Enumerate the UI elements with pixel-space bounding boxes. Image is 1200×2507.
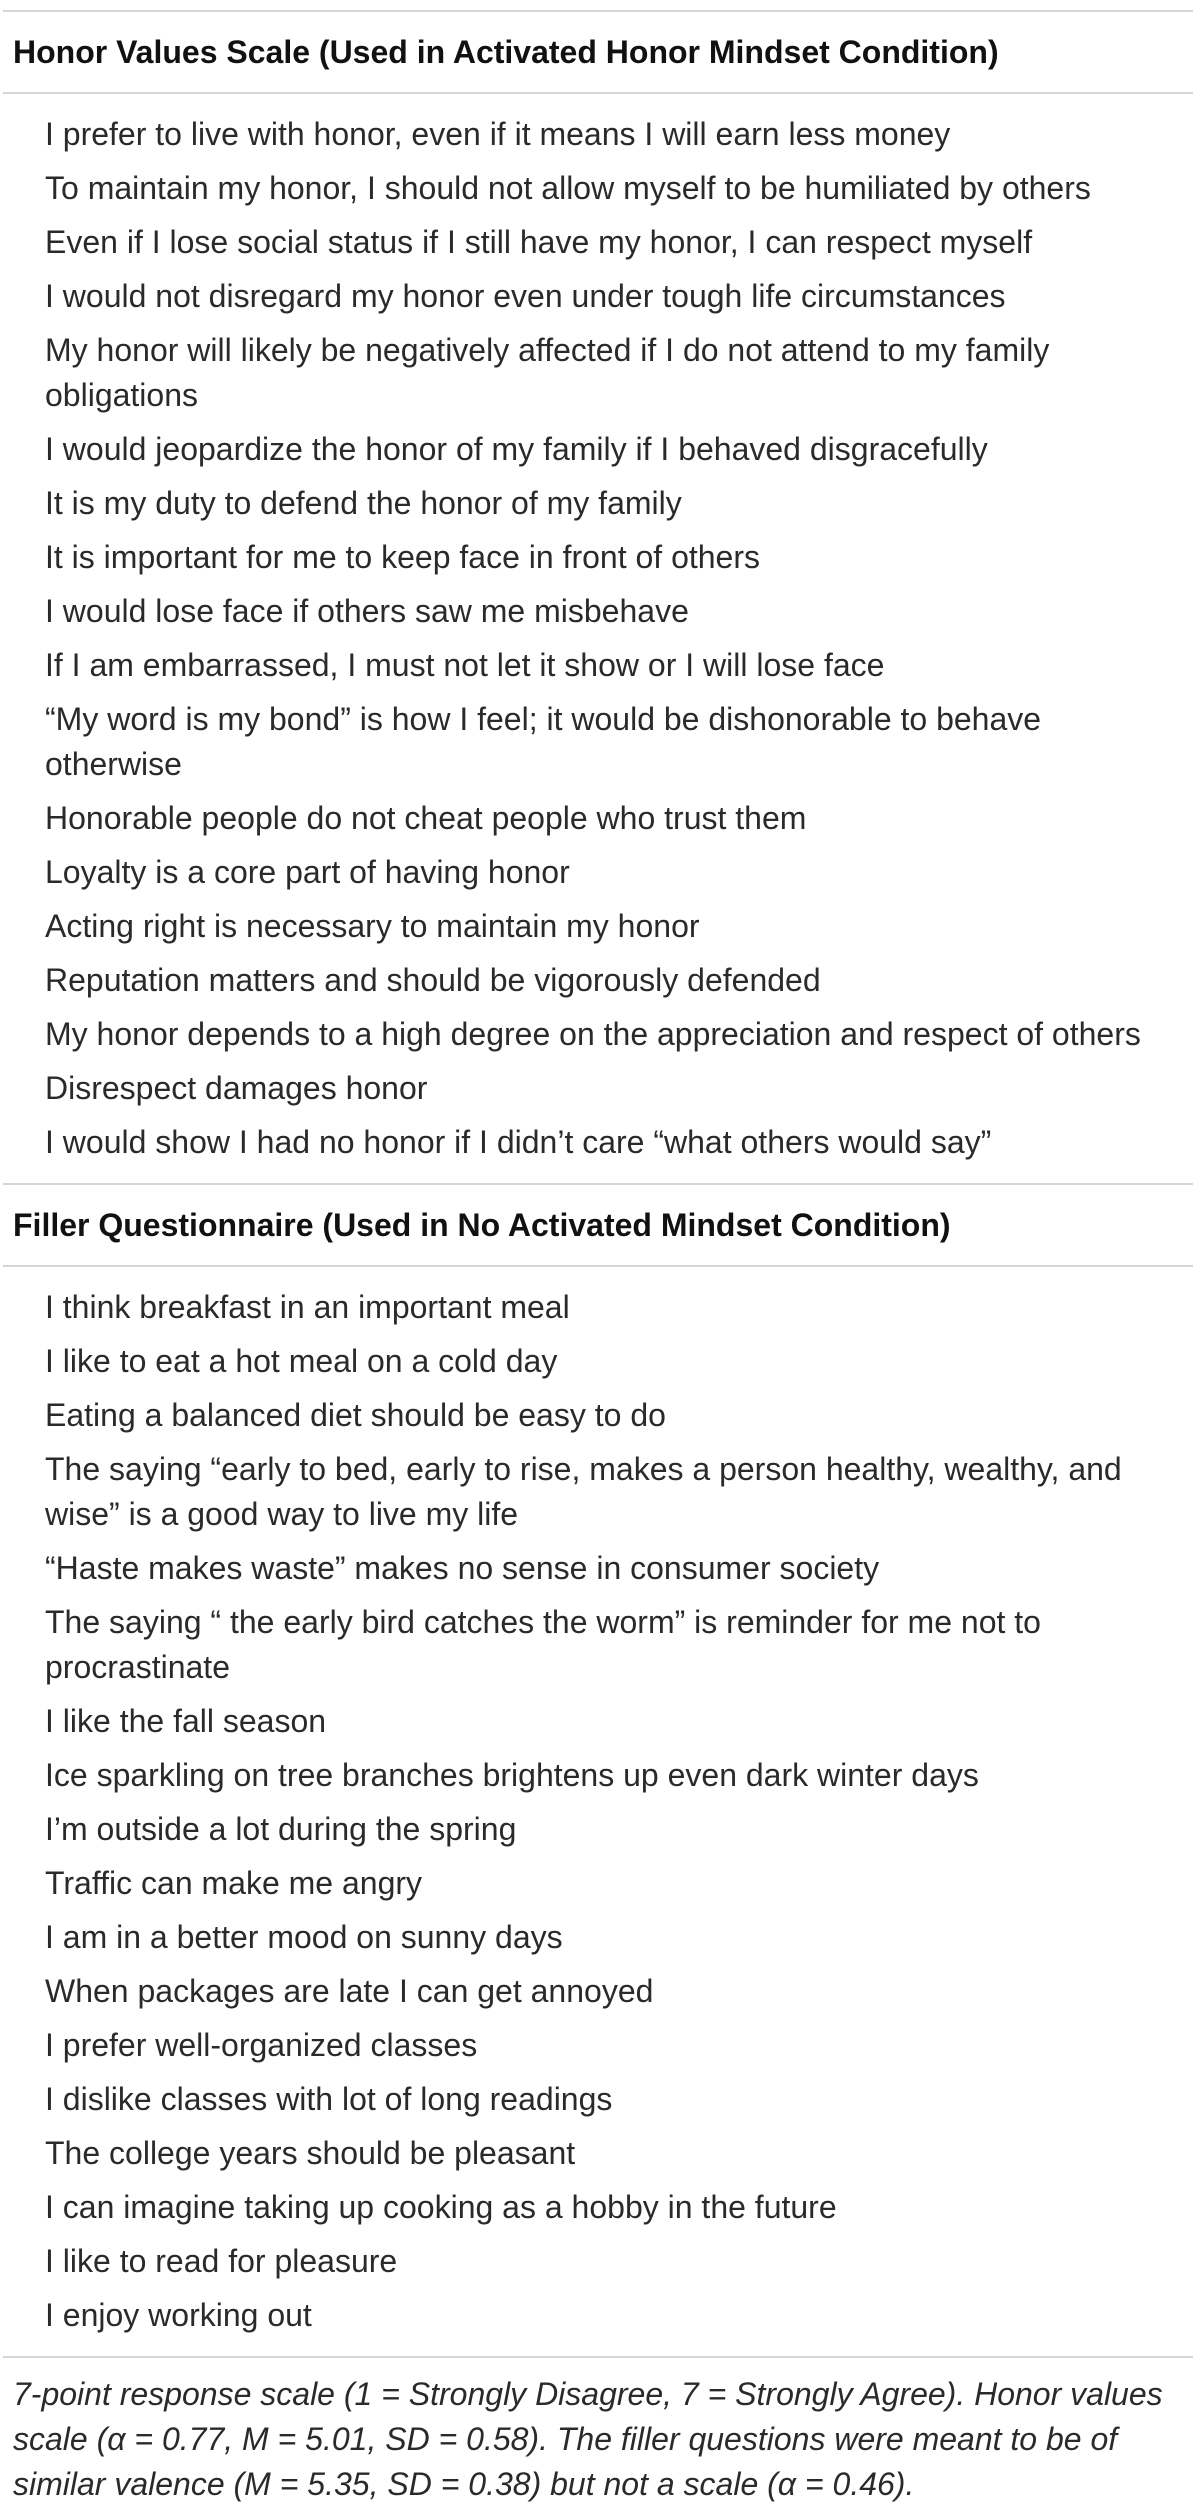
list-item: I would lose face if others saw me misbehave [45,593,689,629]
section-title-honor-values: Honor Values Scale (Used in Activated Honor Mindset Condition) [13,34,999,70]
list-item: I prefer to live with honor, even if it means I will earn less money [45,116,951,152]
section-divider [3,1265,1193,1267]
honor-values-section [0,36,1200,1165]
list-item: Traffic can make me angry [45,1865,423,1901]
list-item: It is important for me to keep face in front of others [45,539,760,575]
list-item: Even if I lose social status if I still have my honor, I can respect myself [45,224,1033,260]
list-item: I would show I had no honor if I didn’t care “what others would say” [45,1124,992,1160]
list-item: “Haste makes waste” makes no sense in consumer society [45,1550,880,1586]
list-item: I think breakfast in an important meal [45,1289,570,1325]
section-title-filler: Filler Questionnaire (Used in No Activated Mindset Condition) [13,1207,951,1243]
list-item: I’m outside a lot during the spring [45,1811,517,1847]
list-item: Honorable people do not cheat people who trust them [45,800,807,836]
list-item: Loyalty is a core part of having honor [45,854,570,890]
list-item: Eating a balanced diet should be easy to do [45,1397,666,1433]
list-item: “My word is my bond” is how I feel; it would be dishonorable to behave otherwise [45,701,1042,782]
list-item: I would not disregard my honor even under tough life circumstances [45,278,1006,314]
section-divider [3,1183,1193,1185]
bottom-rule [3,2356,1193,2358]
list-item: My honor will likely be negatively affected if I do not attend to my family obligations [45,332,1050,413]
list-item: Reputation matters and should be vigorously defended [45,962,821,998]
list-item: I dislike classes with lot of long readings [45,2081,613,2117]
list-item: The college years should be pleasant [45,2135,576,2171]
list-item: I like the fall season [45,1703,327,1739]
list-item: I enjoy working out [45,2297,312,2333]
honor-items-list [0,112,1200,1165]
filler-questionnaire-section [0,1209,1200,2338]
filler-items-list [0,1285,1200,2338]
list-item: The saying “early to bed, early to rise, makes a person healthy, wealthy, and wise” is a good way to live my life [45,1451,1122,1532]
list-item: I like to eat a hot meal on a cold day [45,1343,558,1379]
section-divider [3,92,1193,94]
list-item: I would jeopardize the honor of my family if I behaved disgracefully [45,431,988,467]
list-item: I like to read for pleasure [45,2243,398,2279]
list-item: If I am embarrassed, I must not let it show or I will lose face [45,647,885,683]
top-rule [3,10,1193,12]
list-item: When packages are late I can get annoyed [45,1973,654,2009]
list-item: I am in a better mood on sunny days [45,1919,563,1955]
list-item: Disrespect damages honor [45,1070,428,1106]
table-footnote: 7-point response scale (1 = Strongly Disagree, 7 = Strongly Agree). Honor values scale (α = 0.77, M = 5.01, SD = 0.58). The filler questions were meant to be of similar valence (M = 5.35, SD = 0.38) but not a scale (α = 0.46). [13,2376,1163,2502]
list-item: Acting right is necessary to maintain my honor [45,908,700,944]
list-item: I can imagine taking up cooking as a hobby in the future [45,2189,837,2225]
list-item: The saying “ the early bird catches the worm” is reminder for me not to procrastinate [45,1604,1041,1685]
list-item: Ice sparkling on tree branches brightens up even dark winter days [45,1757,979,1793]
list-item: My honor depends to a high degree on the appreciation and respect of others [45,1016,1141,1052]
list-item: I prefer well-organized classes [45,2027,478,2063]
list-item: To maintain my honor, I should not allow myself to be humiliated by others [45,170,1091,206]
list-item: It is my duty to defend the honor of my family [45,485,682,521]
